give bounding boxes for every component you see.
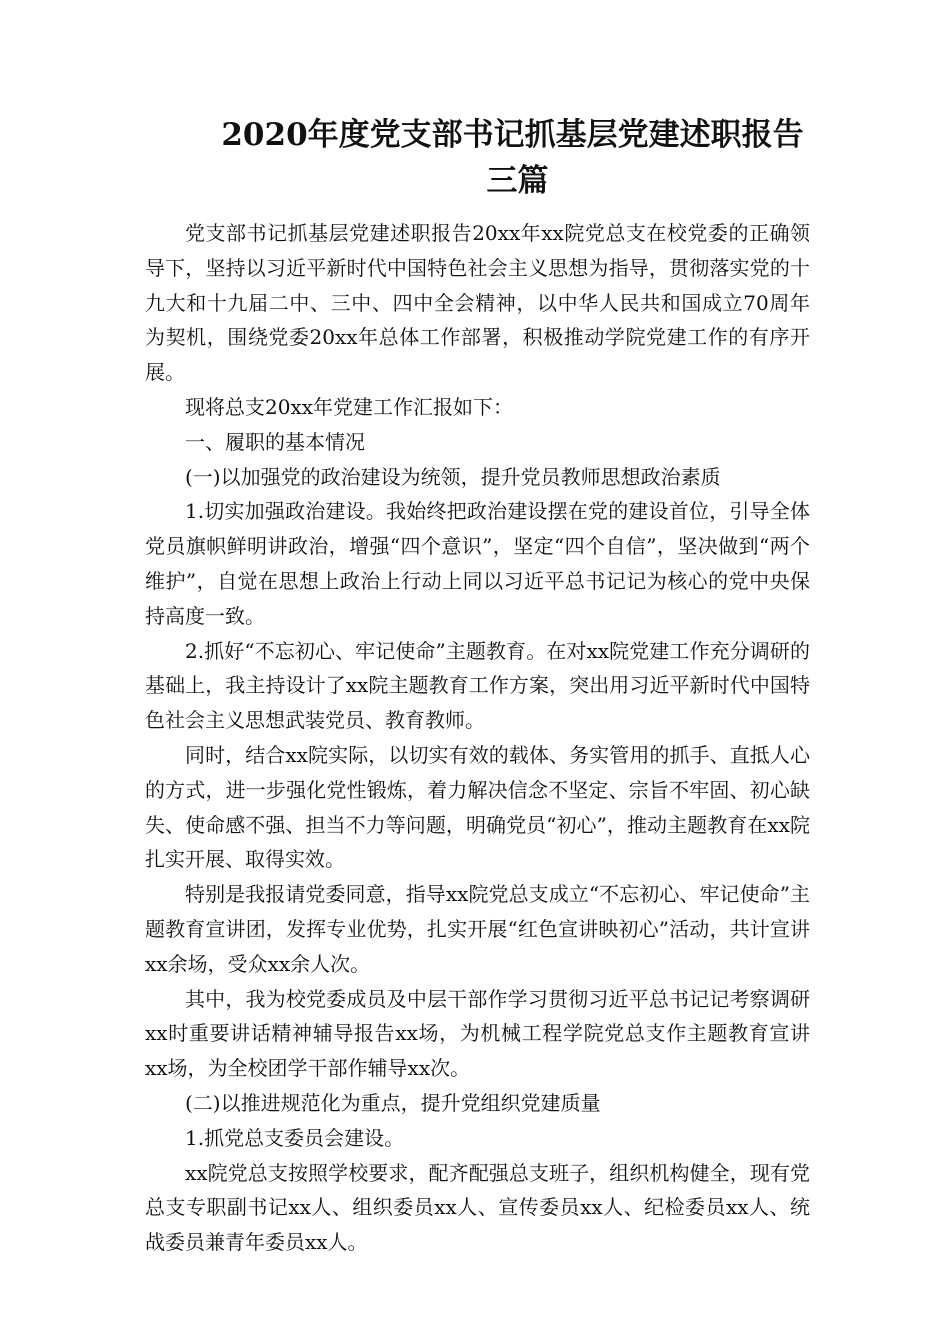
paragraph-among: 其中，我为校党委成员及中层干部作学习贯彻习近平总书记记考察调研xx时重要讲话精神辅导报告xx场，为机械工程学院党总支作主题教育宣讲xx场，为全校团学干部作辅导xx次。 bbox=[145, 986, 810, 1081]
title-line-2: 三篇 bbox=[486, 163, 549, 199]
paragraph-committee-detail: xx院党总支按照学校要求，配齐配强总支班子，组织机构健全，现有党总支专职副书记xx人、组织委员xx人、宣传委员xx人、纪检委员xx人、统战委员兼青年委员xx人。 bbox=[145, 1160, 810, 1255]
paragraph-meanwhile: 同时，结合xx院实际，以切实有效的载体、务实管用的抓手、直抵人心的方式，进一步强化党性锻炼，着力解决信念不坚定、宗旨不牢固、初心缺失、使命感不强、担当不力等问题，明确党员“初心”，推动主题教育在xx院扎实开展、取得实效。 bbox=[145, 742, 810, 872]
paragraph-intro: 党支部书记抓基层党建述职报告20xx年xx院党总支在校党委的正确领导下，坚持以习近平新时代中国特色社会主义思想为指导，贯彻落实党的十九大和十九届二中、三中、四中全会精神，以中华人民共和国成立70周年为契机，围绕党委20xx年总体工作部署，积极推动学院党建工作的有序开展。 bbox=[145, 221, 810, 385]
document-body bbox=[145, 216, 810, 1260]
paragraph-committee-heading: 1.抓党总支委员会建设。 bbox=[185, 1125, 405, 1150]
paragraph-especially: 特别是我报请党委同意，指导xx院党总支成立“不忘初心、牢记使命”主题教育宣讲团，发挥专业优势，扎实开展“红色宣讲映初心”活动，共计宣讲xx余场，受众xx余人次。 bbox=[145, 882, 810, 976]
title-line-1: 2020年度党支部书记抓基层党建述职报告 bbox=[221, 117, 804, 153]
paragraph-item-1: 1.切实加强政治建设。我始终把政治建设摆在党的建设首位，引导全体党员旗帜鲜明讲政治，增强“四个意识”，坚定“四个自信”，坚决做到“两个维护”，自觉在思想上政治上行动上同以习近平总书记记为核心的党中央保持高度一致。 bbox=[145, 499, 810, 628]
paragraph-report-lead: 现将总支20xx年党建工作汇报如下： bbox=[185, 394, 514, 419]
paragraph-item-2: 2.抓好“不忘初心、牢记使命”主题教育。在对xx院党建工作充分调研的基础上，我主持设计了xx院主题教育工作方案，突出用习近平新时代中国特色社会主义思想武装党员、教育教师。 bbox=[145, 638, 810, 733]
document-title bbox=[145, 112, 810, 204]
section-heading-1: 一、履职的基本情况 bbox=[185, 429, 365, 454]
subsection-heading-1: (一)以加强党的政治建设为统领，提升党员教师思想政治素质 bbox=[185, 464, 721, 489]
document-page bbox=[145, 112, 810, 1260]
subsection-heading-2: (二)以推进规范化为重点，提升党组织党建质量 bbox=[185, 1090, 601, 1115]
